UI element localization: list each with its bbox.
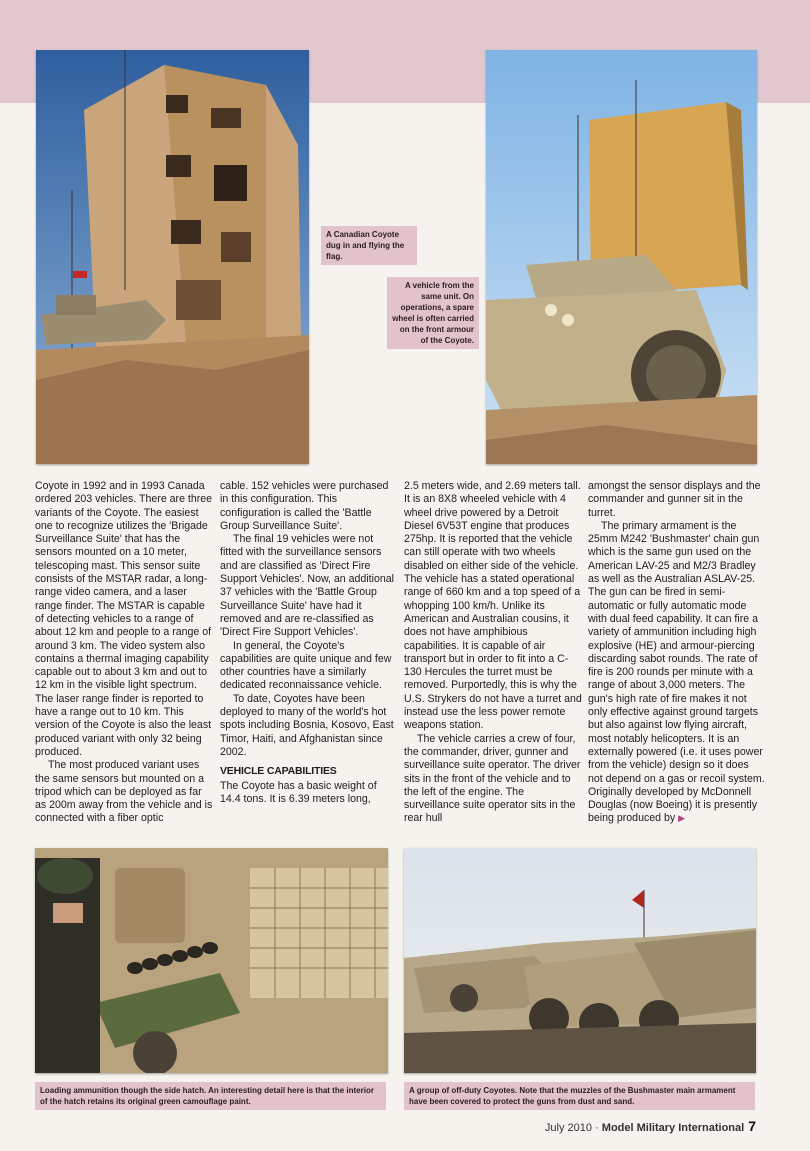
paragraph: To date, Coyotes have been deployed to many of the world's hot spots including Bosnia, Kosovo, East Timor, Haiti, and Afghanistan since 2002. — [220, 692, 394, 758]
text-column-4 — [588, 480, 766, 826]
caption-top-left: A Canadian Coyote dug in and flying the flag. — [321, 226, 417, 265]
continue-arrow-icon: ▶ — [678, 813, 686, 824]
footer-publication: Model Military International — [601, 1122, 745, 1134]
caption-bottom-left: Loading ammunition though the side hatch. An interesting detail here is that the interior of the hatch retains its original green camouflage paint. — [35, 1082, 386, 1110]
paragraph — [588, 520, 766, 826]
paragraph: The vehicle carries a crew of four, the commander, driver, gunner and surveillance suite operator. The driver sits in the front of the vehicle and to the left of the engine. The surveillance suite operator sits in the rear hull — [404, 732, 581, 825]
photo-2-illustration — [486, 50, 757, 464]
paragraph: Coyote in 1992 and in 1993 Canada ordered 203 vehicles. There are three variants of the Coyote. The easiest one to recognize utilizes the 'Brigade Surveillance Suite' that has the sensors mounted on a 10 meter, telescoping mast. This sensor suite consists of the MSTAR radar, a long-range video camera, and a laser range finder. The MSTAR is capable of detecting vehicles to a range of about 12 km and people to a range of around 3 km. The video system also contains a thermal imaging capability capable out to about 3 km and out to 12 km in the visible light spectrum. The laser range finder is reported to have a range out to 10 km. This version of the Coyote is also the least produced variant with only 32 being produced. — [35, 480, 213, 758]
paragraph: The Coyote has a basic weight of 14.4 tons. It is 6.39 meters long, — [220, 779, 377, 805]
footer-separator: · — [592, 1122, 602, 1134]
photo-coyote-ruined-building — [36, 50, 309, 464]
photo-group-of-coyotes — [404, 848, 756, 1073]
paragraph: In general, the Coyote's capabilities are quite unique and few other countries have a similarly dedicated reconnaissance vehicle. — [220, 639, 392, 692]
photo-4-illustration — [404, 848, 756, 1073]
section-heading: VEHICLE CAPABILITIES — [220, 765, 337, 778]
paragraph-text: The primary armament is the 25mm M242 'Bushmaster' chain gun which is the same gun used on the American LAV-25 and M2/3 Bradley as well as the Australian ASLAV-25. The gun can be fired in semi-automatic or fully automatic mode with dual feed capability. It can fire a variety of ammunition including high explosive (HE) and armour-piercing discarding sabot rounds. The rate of fire is 200 rounds per minute with a range of about 3,000 meters. The gun's high rate of fire makes it not only effective against ground targets but also against low flying aircraft, most notably helicopters. It is an externally powered (i.e. it uses power from the vehicle) design so it does not depend on a gas or recoil system. Originally developed by McDonnell Douglas (now Boeing) it is presently being produced by — [588, 519, 765, 825]
caption-top-right: A vehicle from the same unit. On operations, a spare wheel is often carried on the front armour of the Coyote. — [387, 277, 479, 349]
photo-loading-ammunition — [35, 848, 388, 1073]
caption-bottom-right: A group of off-duty Coyotes. Note that the muzzles of the Bushmaster main armament have been covered to protect the guns from dust and sand. — [404, 1082, 755, 1110]
paragraph: The most produced variant uses the same sensors but mounted on a tripod which can be deployed as far as 200m away from the vehicle and is connected with a fiber optic — [35, 759, 213, 825]
text-column-2 — [220, 480, 398, 806]
text-column-1 — [35, 480, 213, 826]
paragraph: The final 19 vehicles were not fitted with the surveillance sensors and are classified as 'Direct Fire Support Vehicles'. Now, an additional 37 vehicles with the 'Battle Group Surveillance Suite' have had it removed and are re-classified as 'Direct Fire Support Vehicles'. — [220, 533, 394, 639]
paragraph: amongst the sensor displays and the commander and gunner sit in the turret. — [588, 480, 761, 519]
photo-coyote-spare-wheel — [486, 50, 757, 464]
page-number: 7 — [748, 1118, 756, 1134]
paragraph: cable. 152 vehicles were purchased in this configuration. This configuration is called the 'Battle Group Surveillance Suite'. — [220, 480, 389, 532]
text-column-3 — [404, 480, 582, 826]
photo-3-illustration — [35, 848, 388, 1073]
page-footer — [545, 1118, 756, 1134]
footer-date: July 2010 — [544, 1122, 593, 1134]
photo-1-illustration — [36, 50, 309, 464]
paragraph: 2.5 meters wide, and 2.69 meters tall. It is an 8X8 wheeled vehicle with 4 wheel drive powered by a Detroit Diesel 6V53T engine that produces 275hp. It is reported that the vehicle can still operate with two wheels disabled on either side of the vehicle. The vehicle has a stated operational range of 660 km and a top speed of a whopping 100 km/h. Unlike its American and Australian cousins, it does not have amphibious capabilities. It is capable of air transport but in order to fit into a C-130 Hercules the turret must be removed. Purportedly, this is why the U.S. Strykers do not have a turret and instead use the less power remote weapons station. — [404, 480, 582, 732]
